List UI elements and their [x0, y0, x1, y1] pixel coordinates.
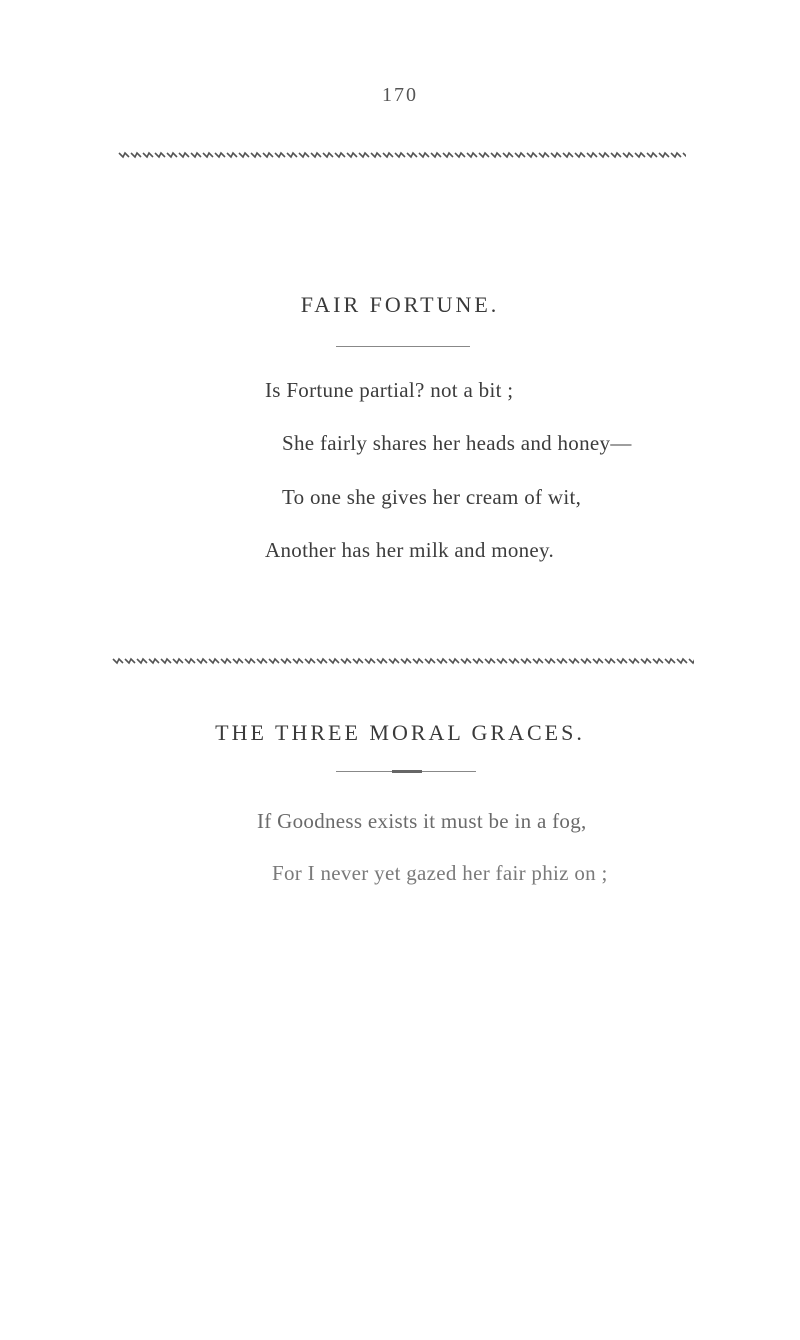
ornamental-divider: [112, 656, 694, 666]
page-number: 170: [382, 84, 418, 106]
verse-line: If Goodness exists it must be in a fog,: [257, 809, 587, 833]
title-underline: [336, 771, 476, 772]
verse-line: She fairly shares her heads and honey—: [282, 431, 632, 455]
verse-line: For I never yet gazed her fair phiz on ;: [272, 861, 608, 885]
ornamental-divider-pattern: [112, 656, 694, 666]
verse-line: Another has her milk and money.: [265, 538, 555, 562]
verse-line: Is Fortune partial? not a bit ;: [265, 378, 514, 402]
poem-title: THE THREE MORAL GRACES.: [215, 720, 585, 745]
title-underline: [336, 346, 470, 347]
ornamental-divider: [118, 150, 686, 160]
ornamental-divider-pattern: [118, 150, 686, 160]
verse-line: To one she gives her cream of wit,: [282, 485, 582, 509]
poem-title: FAIR FORTUNE.: [300, 292, 500, 317]
